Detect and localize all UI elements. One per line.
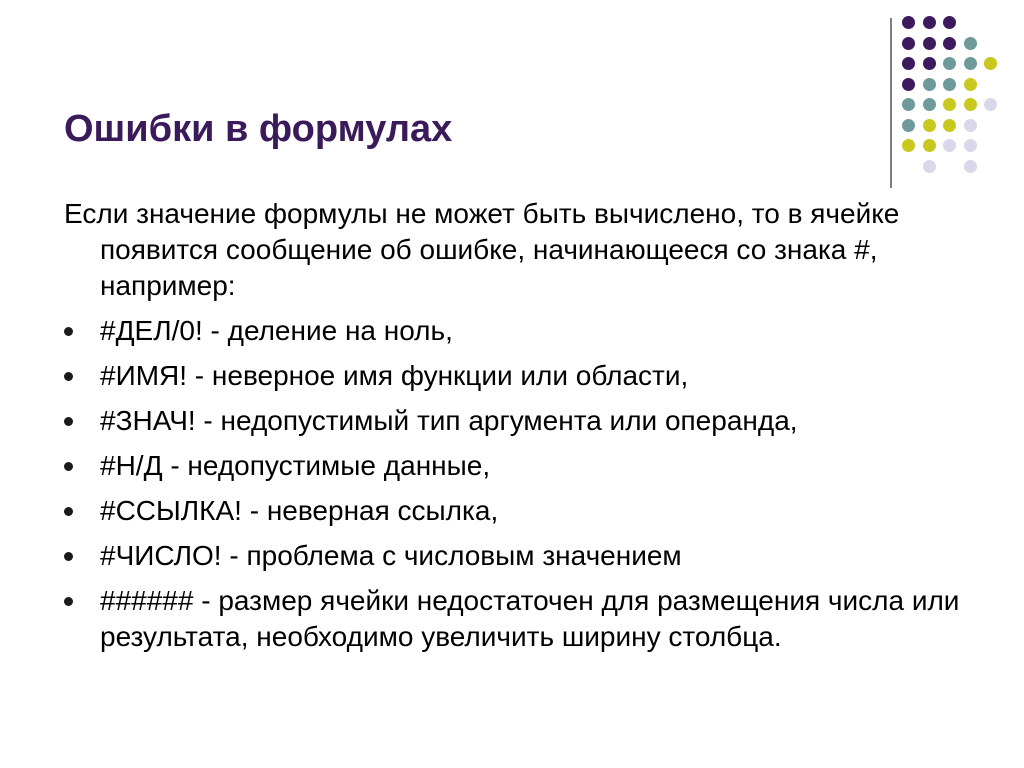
bullet-icon bbox=[64, 507, 73, 516]
bullet-icon bbox=[64, 552, 73, 561]
decorative-dot bbox=[964, 160, 977, 173]
decorative-dot bbox=[984, 57, 997, 70]
bullet-icon bbox=[64, 462, 73, 471]
decorative-dot bbox=[902, 37, 915, 50]
decorative-dot bbox=[943, 119, 956, 132]
decorative-dot bbox=[923, 119, 936, 132]
list-item-text: #Н/Д - недопустимые данные, bbox=[100, 450, 491, 481]
decorative-dot bbox=[923, 16, 936, 29]
list-item bbox=[64, 538, 964, 574]
decorative-dot bbox=[923, 160, 936, 173]
list-item bbox=[64, 313, 964, 349]
decorative-dot bbox=[943, 78, 956, 91]
list-item bbox=[64, 448, 964, 484]
list-item-text: #ИМЯ! - неверное имя функции или области, bbox=[100, 360, 689, 391]
slide-body bbox=[64, 196, 964, 664]
decorative-dot bbox=[943, 139, 956, 152]
error-list bbox=[64, 313, 964, 655]
dot-grid-decoration bbox=[0, 0, 1024, 200]
list-item bbox=[64, 403, 964, 439]
bullet-icon bbox=[64, 327, 73, 336]
list-item-text: #ЗНАЧ! - недопустимый тип аргумента или операнда, bbox=[100, 405, 798, 436]
vertical-divider bbox=[890, 18, 892, 188]
decorative-dot bbox=[964, 78, 977, 91]
list-item-text: ###### - размер ячейки недостаточен для размещения числа или результата, необходимо увеличить ширину столбца. bbox=[100, 585, 960, 652]
list-item-text: #ДЕЛ/0! - деление на ноль, bbox=[100, 315, 453, 346]
decorative-dot bbox=[923, 57, 936, 70]
slide-title: Ошибки в формулах bbox=[64, 108, 453, 150]
decorative-dot bbox=[943, 57, 956, 70]
list-item bbox=[64, 493, 964, 529]
list-item-text: #ЧИСЛО! - проблема с числовым значением bbox=[100, 540, 682, 571]
list-item-text: #ССЫЛКА! - неверная ссылка, bbox=[100, 495, 499, 526]
decorative-dot bbox=[902, 139, 915, 152]
decorative-dot bbox=[902, 16, 915, 29]
decorative-dot bbox=[902, 78, 915, 91]
decorative-dot bbox=[943, 37, 956, 50]
list-item bbox=[64, 583, 964, 655]
decorative-dot bbox=[902, 57, 915, 70]
list-item bbox=[64, 358, 964, 394]
decorative-dot bbox=[923, 37, 936, 50]
decorative-dot bbox=[923, 98, 936, 111]
decorative-dot bbox=[923, 139, 936, 152]
decorative-dot bbox=[964, 37, 977, 50]
decorative-dot bbox=[964, 57, 977, 70]
bullet-icon bbox=[64, 417, 73, 426]
decorative-dot bbox=[943, 98, 956, 111]
decorative-dot bbox=[964, 119, 977, 132]
decorative-dot bbox=[964, 139, 977, 152]
bullet-icon bbox=[64, 597, 73, 606]
intro-paragraph: Если значение формулы не может быть вычислено, то в ячейке появится сообщение об ошибке, начинающееся со знака #, например: bbox=[64, 198, 900, 301]
decorative-dot bbox=[964, 98, 977, 111]
decorative-dot bbox=[984, 98, 997, 111]
bullet-icon bbox=[64, 372, 73, 381]
decorative-dot bbox=[902, 119, 915, 132]
decorative-dot bbox=[902, 98, 915, 111]
decorative-dot bbox=[943, 16, 956, 29]
decorative-dot bbox=[923, 78, 936, 91]
